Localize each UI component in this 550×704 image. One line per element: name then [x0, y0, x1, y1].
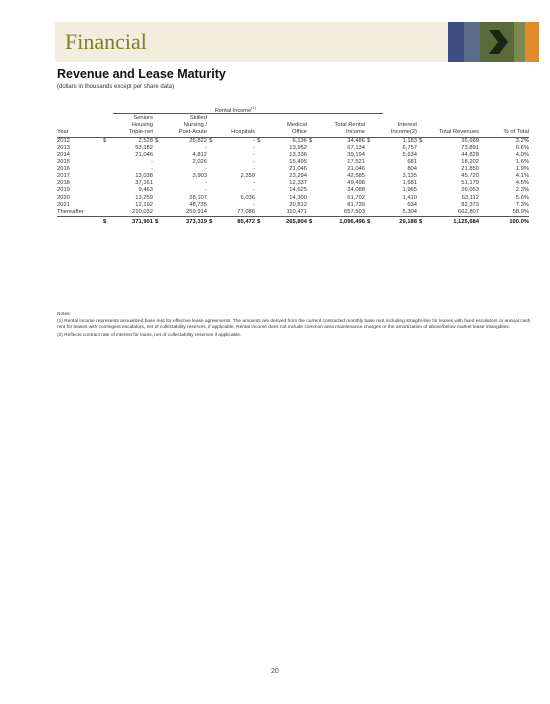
- lease-maturity-table: [57, 115, 529, 227]
- currency-cell: [153, 173, 161, 180]
- value-cell: 45,720: [461, 173, 479, 180]
- header-block-blue: [448, 22, 464, 62]
- column-header: Triple-net: [109, 129, 153, 137]
- currency-cell: [255, 202, 263, 209]
- currency-cell: [307, 209, 315, 217]
- year-cell: 2017: [57, 173, 70, 180]
- year-cell: 2019: [57, 187, 70, 194]
- value-cell: 24,088: [347, 187, 365, 194]
- spacer-cell: [101, 122, 109, 129]
- value-cell: 1,965: [402, 187, 417, 194]
- currency-cell: [101, 145, 109, 152]
- value-cell: 662,807: [458, 208, 479, 215]
- value-cell: 28,107: [189, 194, 207, 201]
- totals-label-cell: [57, 216, 101, 227]
- currency-cell: $: [209, 137, 213, 144]
- column-header: [263, 115, 307, 122]
- header-arrow-block: [480, 22, 514, 62]
- totals-row: [57, 216, 529, 227]
- currency-cell: [307, 145, 315, 152]
- column-header: Interest: [397, 122, 417, 129]
- header-block-olive: [514, 22, 525, 62]
- column-header: Income: [315, 129, 365, 137]
- total-value-cell: 29,188: [373, 216, 417, 227]
- value-cell: 12,337: [289, 180, 307, 187]
- currency-cell: [479, 195, 487, 202]
- value-cell: 34,486: [347, 137, 365, 144]
- currency-cell: [417, 209, 425, 217]
- column-header: Seniors: [133, 115, 153, 122]
- currency-cell: [479, 180, 487, 187]
- currency-cell: [153, 180, 161, 187]
- currency-cell: [417, 195, 425, 202]
- value-cell: 73,891: [461, 144, 479, 151]
- currency-cell: $: [255, 216, 263, 227]
- chevron-right-icon: [486, 30, 508, 54]
- column-header: [215, 122, 255, 129]
- currency-cell: [479, 173, 487, 180]
- currency-cell: [365, 202, 373, 209]
- year-cell: 2020: [57, 194, 70, 201]
- year-cell: 2013: [57, 144, 70, 151]
- superheader-rule: [113, 113, 383, 114]
- value-cell: 51,179: [461, 180, 479, 187]
- value-cell: 18,202: [461, 159, 479, 166]
- value-cell: 6,036: [240, 194, 255, 201]
- value-cell: 4,812: [192, 151, 207, 158]
- currency-cell: [307, 195, 315, 202]
- header-block-orange: [525, 22, 539, 62]
- total-value-cell: 1,096,496: [315, 216, 365, 227]
- currency-cell: [365, 209, 373, 217]
- currency-cell: [365, 145, 373, 152]
- column-header: Medical: [287, 122, 307, 129]
- currency-cell: [479, 187, 487, 194]
- currency-cell: [417, 166, 425, 173]
- value-cell: 37,161: [135, 180, 153, 187]
- spacer-cell: [365, 115, 373, 122]
- spacer-cell: [479, 122, 487, 129]
- column-header: [425, 122, 479, 129]
- currency-cell: [207, 166, 215, 173]
- header-block-steel: [464, 22, 480, 62]
- currency-cell: $: [417, 216, 425, 227]
- value-cell: -: [151, 166, 153, 173]
- value-cell: 21,046: [289, 166, 307, 173]
- value-cell: 14,625: [289, 187, 307, 194]
- value-cell: -: [205, 166, 207, 173]
- value-cell: 39,194: [347, 151, 365, 158]
- column-header: Total Rental: [334, 122, 365, 129]
- value-cell: 82,373: [461, 201, 479, 208]
- value-cell: 53,182: [135, 144, 153, 151]
- column-header: [57, 122, 101, 129]
- currency-cell: [153, 195, 161, 202]
- currency-cell: [101, 195, 109, 202]
- value-cell: -: [253, 151, 255, 158]
- spacer-cell: [417, 122, 425, 129]
- currency-cell: [417, 145, 425, 152]
- table-header-row: [57, 129, 529, 137]
- report-title: Revenue and Lease Maturity: [57, 67, 226, 81]
- currency-cell: [479, 209, 487, 217]
- currency-cell: [255, 159, 263, 166]
- year-cell: 2016: [57, 166, 70, 173]
- currency-cell: [207, 152, 215, 159]
- currency-cell: [307, 166, 315, 173]
- value-cell: -: [205, 144, 207, 151]
- table-header-row: [57, 115, 529, 122]
- currency-cell: $: [367, 137, 371, 144]
- value-cell: 3.2%: [515, 137, 529, 144]
- value-cell: 3,903: [192, 173, 207, 180]
- currency-cell: [153, 187, 161, 194]
- column-header: Nursing /: [183, 122, 207, 129]
- spacer-cell: [207, 129, 215, 137]
- currency-cell: $: [153, 216, 161, 227]
- currency-cell: [207, 187, 215, 194]
- currency-cell: [365, 159, 373, 166]
- currency-cell: [101, 180, 109, 187]
- column-header: Housing: [131, 122, 153, 129]
- currency-cell: [417, 202, 425, 209]
- value-cell: 681: [407, 159, 417, 166]
- spacer-cell: [207, 115, 215, 122]
- column-header: Hospitals: [215, 129, 255, 137]
- currency-cell: [365, 195, 373, 202]
- value-cell: 67,134: [347, 144, 365, 151]
- spacer-cell: [307, 122, 315, 129]
- currency-cell: [479, 166, 487, 173]
- spacer-cell: [101, 129, 109, 137]
- value-cell: 17,521: [347, 159, 365, 166]
- value-cell: 1.6%: [515, 159, 529, 166]
- value-cell: 26,053: [461, 187, 479, 194]
- value-cell: 5.6%: [515, 194, 529, 201]
- currency-cell: [365, 187, 373, 194]
- value-cell: 2.3%: [515, 187, 529, 194]
- value-cell: 13,336: [289, 151, 307, 158]
- currency-cell: $: [155, 137, 159, 144]
- currency-cell: [101, 187, 109, 194]
- currency-cell: [101, 209, 109, 217]
- currency-cell: [479, 159, 487, 166]
- currency-cell: [479, 137, 487, 145]
- page-number: 20: [271, 668, 279, 675]
- column-header: [487, 115, 529, 122]
- column-header: Year: [57, 129, 101, 137]
- currency-cell: [101, 173, 109, 180]
- spacer-cell: [153, 115, 161, 122]
- total-value-cell: 85,472: [215, 216, 255, 227]
- value-cell: 6.6%: [515, 144, 529, 151]
- column-header: Skilled: [189, 115, 207, 122]
- currency-cell: [101, 166, 109, 173]
- total-value-cell: 373,319: [161, 216, 207, 227]
- value-cell: 9,463: [138, 187, 153, 194]
- notes-section: [57, 312, 537, 340]
- spacer-cell: [153, 122, 161, 129]
- value-cell: 1,681: [402, 180, 417, 187]
- table-row: [57, 137, 529, 145]
- currency-cell: [417, 159, 425, 166]
- value-cell: 20,812: [289, 201, 307, 208]
- currency-cell: [153, 145, 161, 152]
- currency-cell: $: [309, 137, 313, 144]
- header-band: [55, 22, 539, 62]
- currency-cell: $: [207, 216, 215, 227]
- value-cell: 25,822: [189, 137, 207, 144]
- currency-cell: [417, 187, 425, 194]
- year-cell: 2012: [57, 137, 70, 144]
- currency-cell: [307, 152, 315, 159]
- spacer-cell: [365, 129, 373, 137]
- currency-cell: [207, 180, 215, 187]
- spacer-cell: [153, 129, 161, 137]
- currency-cell: [207, 159, 215, 166]
- value-cell: -: [253, 180, 255, 187]
- value-cell: 42,585: [347, 173, 365, 180]
- currency-cell: [307, 173, 315, 180]
- year-cell: 2015: [57, 159, 70, 166]
- value-cell: 13,038: [135, 173, 153, 180]
- notes-heading: Notes:: [57, 312, 71, 317]
- currency-cell: $: [307, 216, 315, 227]
- column-header: [425, 115, 479, 122]
- total-value-cell: 1,125,684: [425, 216, 479, 227]
- value-cell: 657,503: [344, 208, 365, 215]
- currency-cell: [255, 209, 263, 217]
- value-cell: 804: [407, 166, 417, 173]
- value-cell: 77,086: [237, 208, 255, 215]
- currency-cell: [479, 216, 487, 227]
- column-header: Office: [263, 129, 307, 137]
- spacer-cell: [307, 129, 315, 137]
- spacer-cell: [417, 115, 425, 122]
- value-cell: 21,046: [135, 151, 153, 158]
- currency-cell: [479, 145, 487, 152]
- value-cell: 48,735: [189, 201, 207, 208]
- table-row: [57, 152, 529, 159]
- value-cell: 13,952: [289, 144, 307, 151]
- spacer-cell: [207, 122, 215, 129]
- year-cell: 2018: [57, 180, 70, 187]
- value-cell: -: [253, 144, 255, 151]
- currency-cell: [153, 166, 161, 173]
- year-cell: 2014: [57, 151, 70, 158]
- currency-cell: $: [101, 216, 109, 227]
- value-cell: -: [205, 180, 207, 187]
- value-cell: -: [253, 187, 255, 194]
- section-title: Financial: [65, 29, 147, 54]
- column-header: % of Total: [487, 129, 529, 137]
- column-header: Total Revenues: [425, 129, 479, 137]
- value-cell: 15,495: [289, 159, 307, 166]
- table-row: [57, 145, 529, 152]
- spacer-cell: [417, 129, 425, 137]
- currency-cell: [255, 187, 263, 194]
- currency-cell: [153, 159, 161, 166]
- value-cell: 12,192: [135, 201, 153, 208]
- value-cell: 35,669: [461, 137, 479, 144]
- value-cell: 259,914: [186, 208, 207, 215]
- value-cell: -: [151, 159, 153, 166]
- currency-cell: [207, 195, 215, 202]
- currency-cell: [417, 152, 425, 159]
- spacer-cell: [255, 115, 263, 122]
- currency-cell: [479, 152, 487, 159]
- currency-cell: [255, 180, 263, 187]
- value-cell: 7.3%: [515, 201, 529, 208]
- value-cell: 5,304: [402, 208, 417, 215]
- table-row: [57, 173, 529, 180]
- spacer-cell: [307, 115, 315, 122]
- value-cell: -: [253, 159, 255, 166]
- spacer-cell: [255, 129, 263, 137]
- currency-cell: $: [257, 137, 261, 144]
- currency-cell: [307, 180, 315, 187]
- column-header: [57, 115, 101, 122]
- currency-cell: [101, 202, 109, 209]
- table-row: [57, 187, 529, 194]
- total-value-cell: 265,804: [263, 216, 307, 227]
- currency-cell: $: [103, 137, 107, 144]
- year-cell: Thereafter: [57, 208, 84, 215]
- superheader-label: Rental Income: [215, 107, 252, 114]
- column-header: [487, 122, 529, 129]
- currency-cell: [101, 152, 109, 159]
- currency-cell: [365, 166, 373, 173]
- value-cell: 5,634: [402, 151, 417, 158]
- value-cell: 58.9%: [512, 208, 529, 215]
- table-row: [57, 159, 529, 166]
- currency-cell: [307, 159, 315, 166]
- currency-cell: [365, 180, 373, 187]
- value-cell: 2,026: [192, 159, 207, 166]
- year-cell: 2021: [57, 201, 70, 208]
- currency-cell: $: [419, 137, 423, 144]
- note-1: (1) Rental income represents annualized base rent for effective lease agreements. The amounts are derived from the current contracted monthly base rent including straight-line for leases with fixed escalators or annual cash rent for leases with contingent escalators, net of collectability reserves, if applicable. Rental income does not include common area maintenance charges or the amortization of above/below market lease intangibles.: [57, 319, 531, 331]
- column-header: [315, 115, 365, 122]
- note-2: (2) Reflects contract rate of interest for loans, net of collectability reserves if applicable.: [57, 332, 242, 338]
- column-header: [215, 115, 255, 122]
- total-value-cell: 371,901: [109, 216, 153, 227]
- currency-cell: [207, 209, 215, 217]
- currency-cell: [365, 152, 373, 159]
- spacer-cell: [479, 115, 487, 122]
- value-cell: 44,828: [461, 151, 479, 158]
- currency-cell: [255, 166, 263, 173]
- currency-cell: [417, 173, 425, 180]
- value-cell: 21,046: [347, 166, 365, 173]
- superheader-footnote: (1): [251, 105, 256, 110]
- value-cell: 23,294: [289, 173, 307, 180]
- table-row: [57, 195, 529, 202]
- total-value-cell: 100.0%: [487, 216, 529, 227]
- value-cell: 4.1%: [515, 173, 529, 180]
- value-cell: 210,032: [132, 208, 153, 215]
- column-header: [373, 115, 417, 122]
- value-cell: 634: [407, 201, 417, 208]
- table-row: [57, 166, 529, 173]
- value-cell: 1.9%: [515, 166, 529, 173]
- value-cell: 61,702: [347, 194, 365, 201]
- column-header: Income(2): [373, 129, 417, 137]
- currency-cell: [153, 209, 161, 217]
- spacer-cell: [101, 115, 109, 122]
- currency-cell: [255, 195, 263, 202]
- currency-cell: [255, 145, 263, 152]
- currency-cell: [101, 159, 109, 166]
- column-header: Post-Acute: [161, 129, 207, 137]
- value-cell: 2,528: [138, 137, 153, 144]
- currency-cell: [153, 202, 161, 209]
- value-cell: 13,259: [135, 194, 153, 201]
- spacer-cell: [255, 122, 263, 129]
- currency-cell: [417, 180, 425, 187]
- currency-cell: [255, 173, 263, 180]
- value-cell: -: [253, 137, 255, 144]
- value-cell: -: [253, 166, 255, 173]
- value-cell: 2,350: [240, 173, 255, 180]
- value-cell: 21,850: [461, 166, 479, 173]
- value-cell: 6,136: [292, 137, 307, 144]
- currency-cell: [307, 202, 315, 209]
- value-cell: 110,471: [286, 208, 307, 215]
- currency-cell: [207, 145, 215, 152]
- value-cell: 14,300: [289, 194, 307, 201]
- report-subtitle: (dollars in thousands except per share data): [57, 84, 175, 90]
- table-row: [57, 209, 529, 217]
- value-cell: 6,757: [402, 144, 417, 151]
- currency-cell: [307, 187, 315, 194]
- value-cell: 63,112: [461, 194, 479, 201]
- currency-cell: [153, 152, 161, 159]
- currency-cell: [479, 202, 487, 209]
- value-cell: 1,183: [402, 137, 417, 144]
- value-cell: -: [205, 187, 207, 194]
- spacer-cell: [365, 122, 373, 129]
- currency-cell: $: [365, 216, 373, 227]
- currency-cell: [207, 202, 215, 209]
- value-cell: 4.5%: [515, 180, 529, 187]
- value-cell: 4.0%: [515, 151, 529, 158]
- currency-cell: [365, 173, 373, 180]
- spacer-cell: [479, 129, 487, 137]
- currency-cell: [255, 152, 263, 159]
- table-header-row: [57, 122, 529, 129]
- currency-cell: [207, 173, 215, 180]
- table-row: [57, 180, 529, 187]
- value-cell: -: [253, 201, 255, 208]
- value-cell: 1,410: [402, 194, 417, 201]
- value-cell: 81,739: [347, 201, 365, 208]
- table-row: [57, 202, 529, 209]
- value-cell: 3,135: [402, 173, 417, 180]
- value-cell: 49,498: [347, 180, 365, 187]
